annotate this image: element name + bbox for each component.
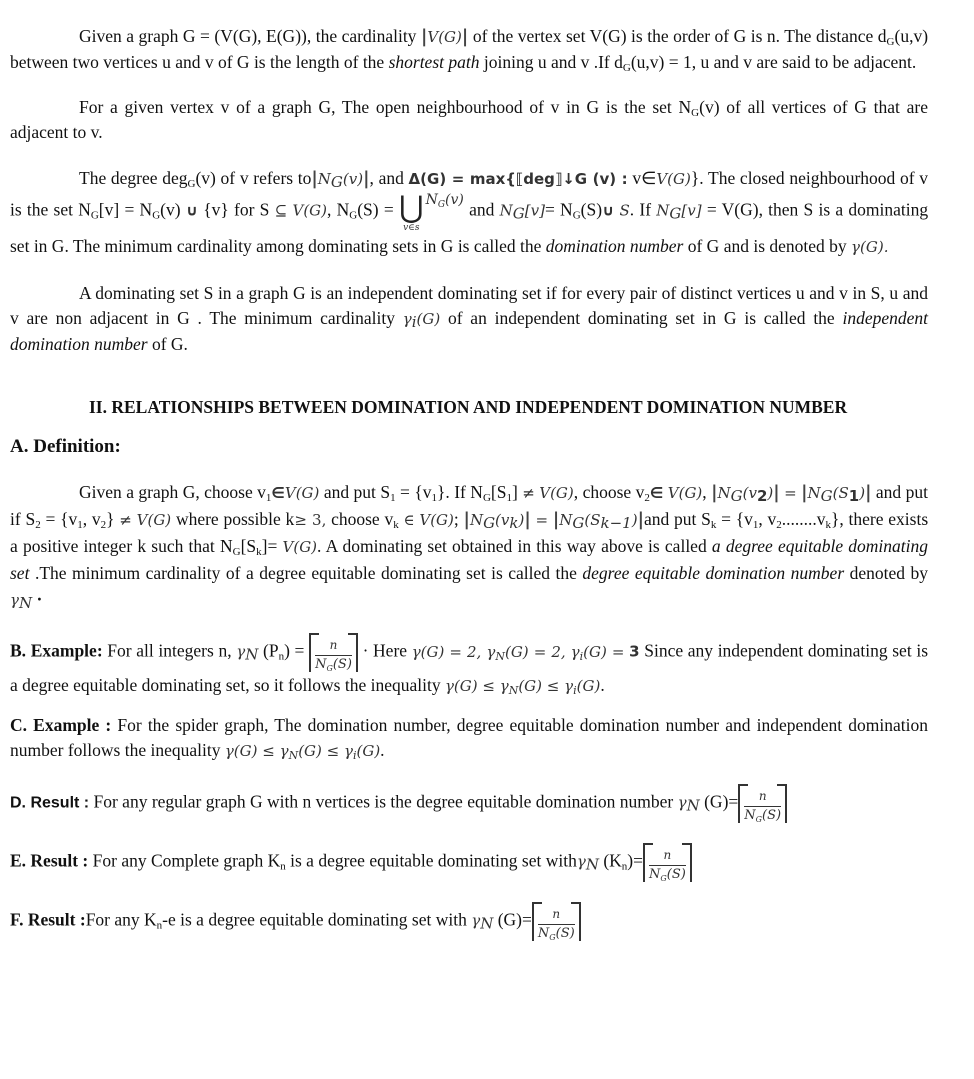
text: }. If N <box>437 482 483 502</box>
abs-bar: | <box>773 483 780 503</box>
equation-vg: V(G) <box>667 484 703 502</box>
equation-gamma-n: γ <box>10 591 19 609</box>
subscript: k <box>710 519 717 531</box>
text: joining u and v .If d <box>483 52 623 72</box>
equals: = <box>784 484 797 502</box>
example-b-label: B. Example: <box>10 640 103 661</box>
subscript: 2 <box>644 492 650 504</box>
text: , <box>702 482 707 502</box>
text: v∈ <box>632 168 657 188</box>
equation-arg: (S <box>584 511 601 529</box>
equation-max-degree: Δ(G) = max{⟦deg⟧↓G (v) : <box>408 170 628 188</box>
example-c-label: C. Example : <box>10 715 112 735</box>
subseteq-symbol: ⊆ <box>274 201 288 220</box>
text: (G)= <box>497 909 532 930</box>
subscript: G <box>483 514 496 532</box>
paragraph-independent-dominating <box>10 281 928 357</box>
equation-n: N <box>807 484 821 502</box>
equation-arg: (v <box>742 484 757 502</box>
paragraph-degree-equitable-definition <box>10 479 928 613</box>
subscript: G <box>326 664 333 673</box>
text: · Here <box>362 640 408 661</box>
text: (S) <box>580 199 603 220</box>
text: of G. <box>151 334 188 354</box>
text: (G) ≤ γ <box>298 742 353 760</box>
text: N <box>649 867 661 882</box>
text: = {v <box>721 509 753 529</box>
text: For a given vertex v of a graph G, The open neighbourhood of v in G is the set N <box>79 97 692 117</box>
text: N <box>315 657 327 672</box>
subscript: n <box>621 860 628 873</box>
text: , v <box>82 509 101 529</box>
big-union-superscript: $N_G(v)$ <box>425 192 464 210</box>
subscript: G <box>90 209 99 222</box>
not-equal-symbol: ≠ <box>119 511 132 529</box>
abs-bar: | <box>524 510 531 530</box>
paren: ) <box>859 484 866 502</box>
spacer <box>10 699 928 713</box>
equation-arg: (v) <box>342 170 364 188</box>
section-heading: II. RELATIONSHIPS BETWEEN DOMINATION AND INDEPENDENT DOMINATION NUMBER <box>89 397 848 417</box>
abs-bar-right: | <box>461 27 469 47</box>
text: (S) <box>555 926 575 941</box>
text: )= <box>627 850 643 871</box>
geq-symbol: ≥ 3, <box>294 511 327 529</box>
text: = {v <box>400 482 432 502</box>
text: N <box>537 926 550 941</box>
abs-bar-right: | <box>363 169 370 189</box>
italic-term-degree-equitable-domination-number: degree equitable domination number <box>582 563 845 583</box>
equation-arg: [v] <box>681 201 702 220</box>
text: . <box>380 740 385 760</box>
result-e-label: E. Result : <box>10 850 89 871</box>
union-symbol: ∪ <box>602 201 615 220</box>
ceiling-fraction <box>643 843 692 882</box>
fraction-numerator: n <box>538 902 575 925</box>
text: ........v <box>781 509 826 529</box>
not-equal-symbol: ≠ <box>522 484 535 502</box>
spacer <box>10 882 928 902</box>
italic-term-domination-number: domination number <box>545 236 684 256</box>
spacer <box>10 75 928 95</box>
spacer <box>10 459 928 479</box>
text: (G) = <box>583 642 625 661</box>
equation-gamma-n: γ <box>236 642 246 661</box>
subscript: k−1 <box>600 514 632 532</box>
subscript: G <box>886 36 895 48</box>
fraction-numerator: n <box>744 784 781 807</box>
subscript: 1 <box>390 492 396 504</box>
subscript: k <box>393 519 399 531</box>
subscript: n <box>156 919 163 932</box>
subscript: G <box>349 209 358 222</box>
text: is a degree equitable dominating set with <box>290 850 577 871</box>
text: , and <box>369 168 404 188</box>
equation-vg: V(G) <box>136 511 172 529</box>
element-of-symbol: ∈ <box>649 484 664 502</box>
subsection-heading-definition: A. Definition: <box>10 436 121 457</box>
text: = V(G), then S is a dominating set in G. The minimum cardinality among dominating sets in G is called the <box>10 199 929 256</box>
equation-n: N <box>717 484 731 502</box>
subscript: k <box>825 519 832 531</box>
subscript: 1 <box>265 492 272 504</box>
text: [v] = N <box>98 199 153 220</box>
paragraph-graph-definition <box>10 24 928 75</box>
text: For the spider graph, The domination number, degree equitable domination number and independent domination number follows the inequality <box>10 715 929 760</box>
text: of an independent dominating set in G is called the <box>447 308 835 328</box>
text: (v) of v refers to <box>195 168 312 188</box>
subscript: k <box>256 546 262 558</box>
dot: · <box>36 589 43 609</box>
union-symbol: ∪ <box>185 201 198 220</box>
text: (u,v) between two vertices u and v of G is the length of the <box>10 26 929 72</box>
text: γ(G) ≤ γ <box>444 677 509 695</box>
text: .The minimum cardinality of a degree equitable dominating set is called the <box>34 563 577 583</box>
text: ) = <box>284 640 305 661</box>
text: (K <box>603 850 622 871</box>
abs-bar-left: | <box>420 27 428 47</box>
equation-vg: V(G) <box>419 511 454 529</box>
text: (G) <box>576 677 601 695</box>
paren: ) <box>631 511 638 529</box>
value-three: 3 <box>629 642 640 661</box>
subscript: i <box>352 749 357 762</box>
result-d <box>10 784 928 823</box>
subscript: G <box>572 209 581 222</box>
equation-arg: (v <box>495 511 510 529</box>
example-b <box>10 633 928 699</box>
text: (S) <box>666 867 686 882</box>
abs-bar: | <box>637 510 644 530</box>
subscript: 2 <box>776 519 782 531</box>
subscript: G <box>187 178 196 190</box>
spacer <box>10 261 928 281</box>
text: . A dominating set obtained in this way above is called <box>317 536 707 556</box>
text: [S <box>490 482 507 502</box>
paren: ) <box>767 484 774 502</box>
text: (v) <box>160 199 181 220</box>
italic-term-independent-domination-number: independent domination number <box>10 308 928 354</box>
abs-bar: | <box>711 483 718 503</box>
equation-vg: V(G) <box>427 28 462 46</box>
spacer <box>10 357 928 395</box>
text: (v) of all vertices of G that are adjacent to v. <box>10 97 928 142</box>
subscript: 1 <box>506 492 512 504</box>
text: and put S <box>643 509 711 529</box>
subscript: G <box>437 200 446 210</box>
text: γ(G) = 2, γ <box>411 642 496 661</box>
text: , v <box>758 509 777 529</box>
abs-bar: | <box>552 510 560 530</box>
ceiling-fraction <box>532 902 581 941</box>
fraction-denominator <box>315 656 352 672</box>
fraction-numerator: n <box>649 843 686 866</box>
text: N <box>425 192 438 208</box>
subscript: i <box>579 649 584 663</box>
text: (G)= <box>704 791 739 812</box>
text: (P <box>263 640 279 661</box>
subscript: 2 <box>756 487 768 505</box>
equation-closed-n: N <box>656 201 670 220</box>
text: -e is a degree equitable dominating set with <box>162 909 467 930</box>
text: }, there exists a positive integer k such that N <box>10 509 929 556</box>
fraction-denominator <box>649 866 686 882</box>
text: = N <box>544 199 573 220</box>
text: . If <box>629 199 652 220</box>
text: denoted by <box>849 563 929 583</box>
text: For all integers n, <box>107 640 232 661</box>
text: }. The closed neighbourhood of v is the set N <box>10 168 928 220</box>
text: of the vertex set V(G) is the order of G is n. The distance d <box>472 26 887 46</box>
subscript: N <box>585 855 599 874</box>
text: and put if S <box>10 482 928 529</box>
subscript: N <box>508 684 519 697</box>
spacer <box>10 420 928 434</box>
equation-vg: V(G) <box>282 538 318 556</box>
subscript: G <box>660 874 667 883</box>
text: (G) ≤ γ <box>518 677 574 695</box>
equation-gamma-n: γ <box>677 793 687 812</box>
text: Given a graph G, choose v <box>79 482 266 502</box>
abs-bar: | <box>463 510 470 530</box>
equation-gamma: γ(G). <box>851 238 889 256</box>
text: For any regular graph G with n vertices is the degree equitable domination number <box>93 791 674 812</box>
text: The degree deg <box>79 168 188 188</box>
result-f-label: F. Result : <box>10 909 86 930</box>
big-union-subscript: v∈s <box>403 223 420 233</box>
fraction-denominator <box>538 925 575 941</box>
text: , choose v <box>573 482 645 502</box>
fraction-denominator <box>744 807 781 823</box>
subscript: G <box>482 492 491 504</box>
equation-gamma-n: γ <box>471 911 481 930</box>
paper-page <box>10 0 928 941</box>
equation-inequality <box>445 677 600 695</box>
text: (G) = 2, γ <box>504 642 580 661</box>
text: {v} for S <box>203 199 270 220</box>
subscript: 1 <box>431 492 437 504</box>
subscript: N <box>18 594 33 612</box>
subscript: G <box>622 62 631 74</box>
text: where possible k <box>175 509 295 529</box>
element-of-symbol: ∈ <box>403 511 415 529</box>
text: , N <box>327 199 350 220</box>
result-d-label: D. Result : <box>10 794 90 812</box>
equation-s: S <box>619 201 630 220</box>
equals: = <box>535 511 549 529</box>
big-union-equation <box>398 190 464 233</box>
subscript: G <box>152 209 161 222</box>
text: . <box>600 675 605 695</box>
equation-vg: V(G) <box>292 201 328 220</box>
equation-n: N <box>559 511 573 529</box>
text: [S <box>240 536 257 556</box>
equation-arg: (G) <box>416 310 441 328</box>
paragraph-degree-closed-neighbourhood <box>10 165 928 261</box>
subscript: 2 <box>100 519 107 531</box>
subscript: k <box>509 514 519 532</box>
subscript: 1 <box>848 487 860 505</box>
text: Since any independent dominating set is a degree equitable dominating set, so it follows the inequality <box>10 640 929 695</box>
text: of G and is denoted by <box>687 236 847 256</box>
abs-bar: | <box>865 483 872 503</box>
subscript: G <box>755 815 763 824</box>
equation-arg: (S <box>832 484 849 502</box>
spacer <box>10 764 928 784</box>
fraction-numerator: n <box>315 633 352 656</box>
subscript: N <box>686 796 700 815</box>
equation-vg: V(G) <box>539 484 574 502</box>
text: and put S <box>323 482 391 502</box>
text: (u,v) = 1, u and v are said to be adjacent. <box>630 52 917 72</box>
text: ; <box>453 509 459 529</box>
big-union-symbol: ⋃ <box>398 190 424 225</box>
italic-term-shortest-path: shortest path <box>388 52 480 72</box>
subscript: n <box>280 860 286 873</box>
subscript: G <box>549 933 556 942</box>
element-of-symbol: ∈ <box>271 484 285 502</box>
spacer <box>10 145 928 165</box>
subscript: G <box>820 487 833 505</box>
text: } <box>106 509 115 529</box>
equation-vg: V(G) <box>284 484 320 502</box>
equation-n: N <box>469 511 484 529</box>
subscript: N <box>288 749 299 762</box>
abs-bar-left: | <box>311 169 318 189</box>
text: For any K <box>85 909 157 930</box>
text: (S) = <box>357 199 394 220</box>
subscript: 2 <box>35 519 41 531</box>
equation-gamma-i: γ <box>402 310 412 328</box>
text: γ(G) ≤ γ <box>224 742 289 760</box>
text: (S) <box>762 808 782 823</box>
subscript: i <box>411 313 417 331</box>
subscript: N <box>480 914 494 933</box>
abs-bar: | <box>801 483 808 503</box>
text: Given a graph G = (V(G), E(G)), the cardinality <box>79 26 417 46</box>
text: A dominating set S in a graph G is an independent dominating set if for every pair of distinct vertices u and v in S, u and v are non adjacent in G . The minimum cardinality <box>10 283 928 328</box>
text: N <box>744 808 756 823</box>
equation-ngv: N <box>317 170 331 188</box>
equation-inequality <box>225 742 380 760</box>
subscript: i <box>573 684 577 697</box>
subscript: 1 <box>752 519 759 531</box>
text: and <box>469 199 495 220</box>
subscript: G <box>730 487 743 505</box>
example-c <box>10 713 928 764</box>
ceiling-fraction <box>738 784 787 823</box>
text: ]= <box>261 536 278 556</box>
paren: ) <box>518 511 525 529</box>
equation-gamma-n: γ <box>576 852 586 871</box>
text: (S) <box>332 657 352 672</box>
text: = {v <box>45 509 78 529</box>
subscript: G <box>512 204 525 223</box>
subscript: G <box>669 204 682 223</box>
subscript: G <box>572 514 585 532</box>
equation-arg: [v] <box>524 201 545 220</box>
result-e <box>10 843 928 882</box>
equation-vg: V(G) <box>656 170 691 188</box>
subscript: N <box>495 649 505 663</box>
text: ] <box>511 482 518 502</box>
subscript: G <box>330 173 343 191</box>
equation-here-values <box>412 643 625 661</box>
subscript: 1 <box>77 519 83 531</box>
big-union-column <box>398 190 424 233</box>
spacer <box>10 613 928 633</box>
text: For any Complete graph K <box>92 850 281 871</box>
subscript: n <box>278 650 285 663</box>
subscript: G <box>691 107 700 119</box>
text: (G) <box>356 742 381 760</box>
paragraph-open-neighbourhood <box>10 95 928 145</box>
italic-term-degree-equitable-dominating-set: a degree equitable dominating set <box>10 536 929 583</box>
result-f <box>10 902 928 941</box>
equation-closed-n: N <box>499 201 513 220</box>
spacer <box>10 823 928 843</box>
ceiling-fraction <box>309 633 358 672</box>
subscript: N <box>245 645 259 664</box>
subscript: G <box>232 546 241 558</box>
text: choose v <box>331 509 394 529</box>
